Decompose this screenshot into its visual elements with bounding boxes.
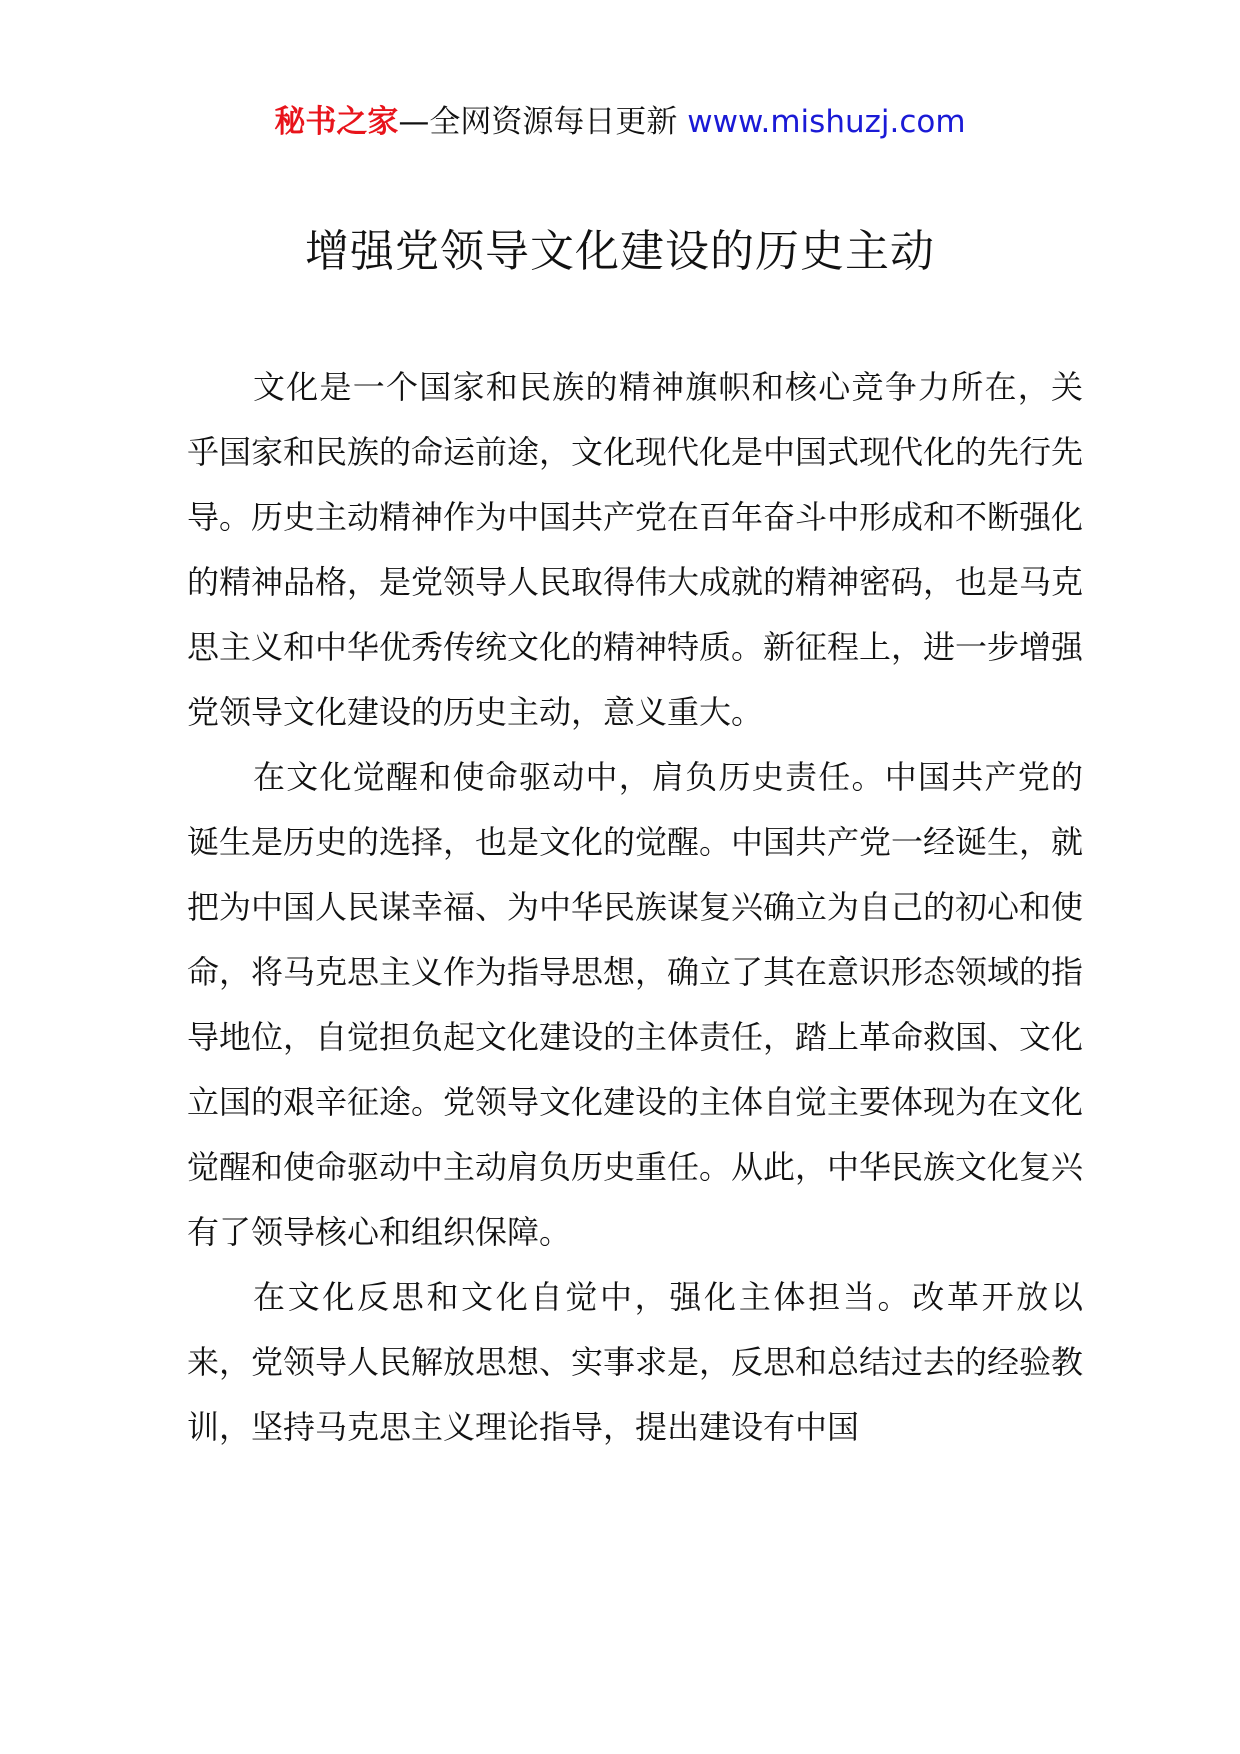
site-header bbox=[0, 100, 1240, 144]
site-url-link[interactable]: www.mishuzj.com bbox=[687, 104, 966, 140]
site-brand: 秘书之家 bbox=[274, 104, 399, 140]
paragraph-1: 文化是一个国家和民族的精神旗帜和核心竞争力所在，关乎国家和民族的命运前途，文化现代化是中国式现代化的先行先导。历史主动精神作为中国共产党在百年奋斗中形成和不断强化的精神品格，是党领导人民取得伟大成就的精神密码，也是马克思主义和中华优秀传统文化的精神特质。新征程上，进一步增强党领导文化建设的历史主动，意义重大。 bbox=[187, 368, 1084, 731]
site-tagline: —全网资源每日更新 bbox=[398, 104, 678, 140]
document-body bbox=[187, 355, 1083, 1460]
document-title: 增强党领导文化建设的历史主动 bbox=[305, 226, 935, 277]
paragraph-2: 在文化觉醒和使命驱动中，肩负历史责任。中国共产党的诞生是历史的选择，也是文化的觉醒。中国共产党一经诞生，就把为中国人民谋幸福、为中华民族谋复兴确立为自己的初心和使命，将马克思主义作为指导思想，确立了其在意识形态领域的指导地位，自觉担负起文化建设的主体责任，踏上革命救国、文化立国的艰辛征途。党领导文化建设的主体自觉主要体现为在文化觉醒和使命驱动中主动肩负历史重任。从此，中华民族文化复兴有了领导核心和组织保障。 bbox=[187, 758, 1084, 1251]
paragraph-3: 在文化反思和文化自觉中，强化主体担当。改革开放以来，党领导人民解放思想、实事求是，反思和总结过去的经验教训，坚持马克思主义理论指导，提出建设有中国 bbox=[187, 1278, 1084, 1446]
